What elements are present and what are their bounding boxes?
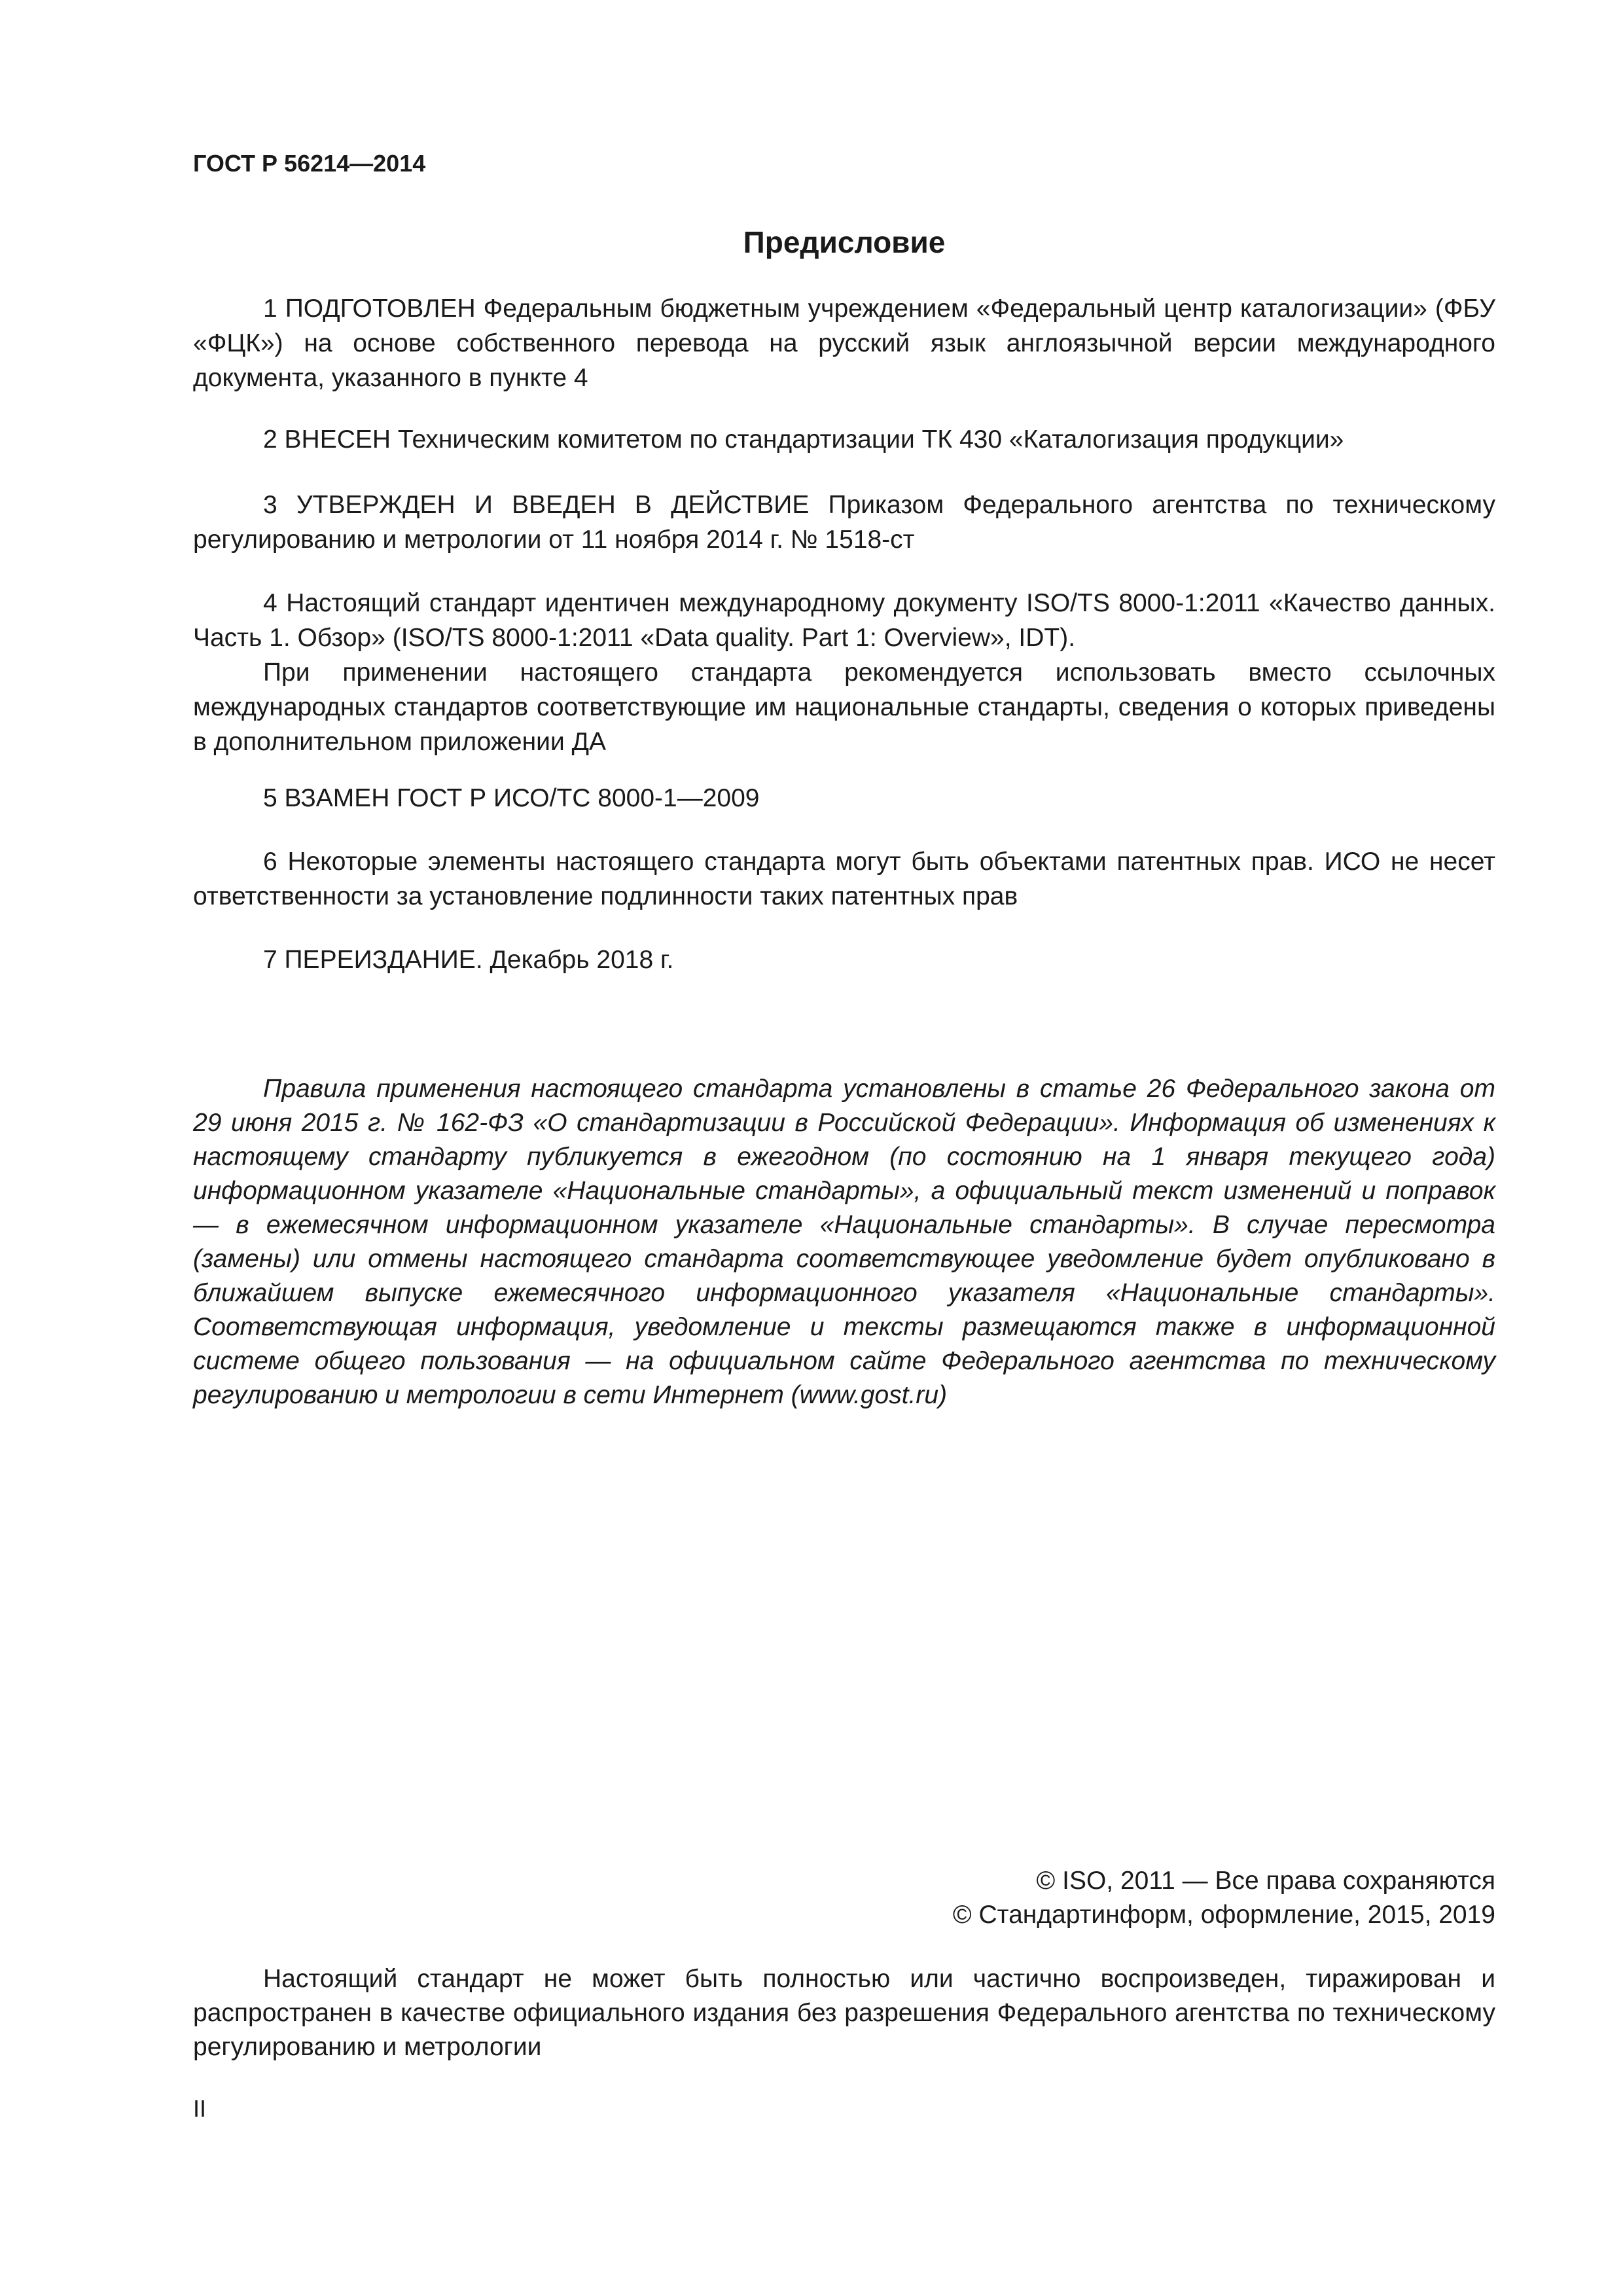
foreword-item-6-text: 6 Некоторые элементы настоящего стандарта могут быть объектами патентных прав. ИСО не несет ответственности за установление подлинности таких патентных прав [193,848,1495,910]
application-rules-notice-text: Правила применения настоящего стандарта установлены в статье 26 Федерального закона от 29 июня 2015 г. № 162-ФЗ «О стандартизации в Российской Федерации». Информация об изменениях к настоящему стандарту публикуется в ежегодном (по состоянию на 1 января текущего года) информационном указателе «Национальные стандарты», а официальный текст изменений и поправок — в ежемесячном информационном указателе «Национальные стандарты». В случае пересмотра (замены) или отмены настоящего стандарта соответствующее уведомление будет опубликовано в ближайшем выпуске ежемесячного информационного указателя «Национальные стандарты». Соответствующая информация, уведомление и тексты размещаются также в информационной системе общего пользования — на официальном сайте Федерального агентства по техническому регулированию и метрологии в сети Интернет (www.gost.ru) [193,1075,1495,1409]
application-rules-notice [193,1072,1495,1412]
copyright-standartinform: © Стандартинформ, оформление, 2015, 2019 [952,1901,1495,1929]
page-title: Предисловие [743,225,946,259]
foreword-item-5-text: 5 ВЗАМЕН ГОСТ Р ИСО/ТС 8000-1—2009 [263,784,760,812]
foreword-item-1-text: 1 ПОДГОТОВЛЕН Федеральным бюджетным учреждением «Федеральный центр каталогизации» (ФБУ «ФЦК») на основе собственного перевода на русский язык англоязычной версии международного документа, указанного в пункте 4 [193,295,1495,392]
foreword-item-7-text: 7 ПЕРЕИЗДАНИЕ. Декабрь 2018 г. [263,946,674,974]
copyright-block [953,1864,1495,1932]
foreword-item-6 [193,844,1495,914]
foreword-item-1 [193,291,1495,395]
foreword-item-4 [193,586,1495,759]
reproduction-notice [193,1962,1495,2064]
reproduction-notice-text: Настоящий стандарт не может быть полностью или частично воспроизведен, тиражирован и распространен в качестве официального издания без разрешения Федерального агентства по техническому регулированию и метрологии [193,1965,1495,2061]
foreword-item-2 [193,422,1495,457]
document-code: ГОСТ Р 56214—2014 [193,150,426,177]
foreword-item-4-note: При применении настоящего стандарта рекомендуется использовать вместо ссылочных международных стандартов соответствующие им национальные стандарты, сведения о которых приведены в дополнительном приложении ДА [193,658,1495,756]
foreword-item-4-text: 4 Настоящий стандарт идентичен международному документу ISO/TS 8000-1:2011 «Качество данных. Часть 1. Обзор» (ISO/TS 8000-1:2011 «Data quality. Part 1: Overview», IDT). [193,589,1495,652]
foreword-item-5 [193,781,1495,816]
copyright-iso: © ISO, 2011 — Все права сохраняются [1036,1867,1495,1895]
foreword-item-3-text: 3 УТВЕРЖДЕН И ВВЕДЕН В ДЕЙСТВИЕ Приказом Федерального агентства по техническому регулированию и метрологии от 11 ноября 2014 г. № 1518-ст [193,491,1495,554]
foreword-item-7 [193,942,1495,977]
foreword-item-3 [193,488,1495,557]
page-number: II [193,2095,207,2122]
foreword-item-2-text: 2 ВНЕСЕН Техническим комитетом по стандартизации ТК 430 «Каталогизация продукции» [263,425,1344,454]
